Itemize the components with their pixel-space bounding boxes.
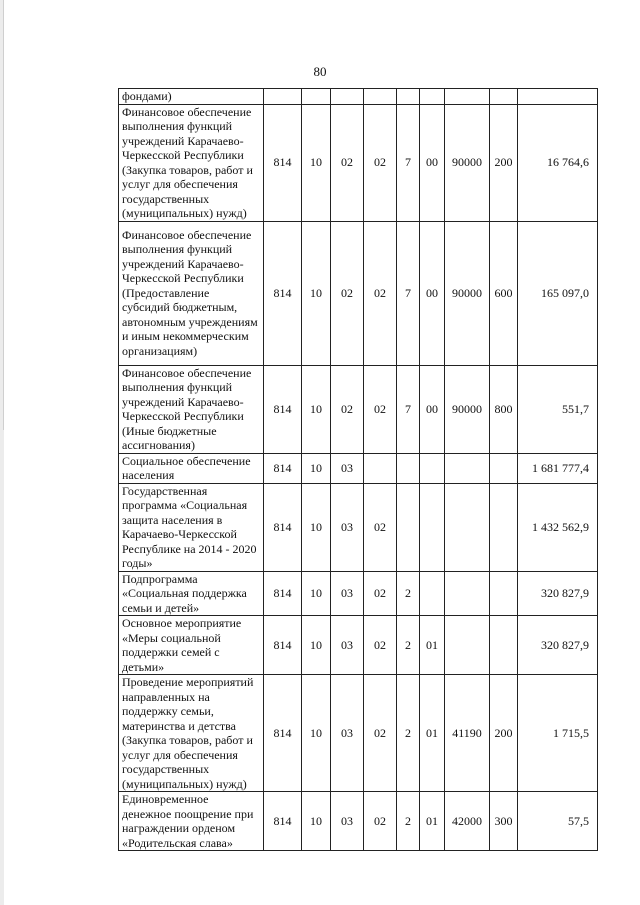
cell-target-subprogram (397, 453, 420, 483)
table-row (119, 365, 598, 453)
cell-subsection: 03 (331, 483, 364, 571)
table-row (119, 792, 598, 851)
cell-target-program: 02 (364, 221, 397, 365)
cell-name: Проведение мероприятий направленных на поддержку семьи, материнства и детства (Закупка товаров, работ и услуг для обеспечения государственных (муниципальных) нужд) (119, 675, 264, 792)
cell-empty (364, 89, 397, 105)
cell-target-activity (420, 571, 445, 616)
table-row (119, 571, 598, 616)
cell-target-direction: 41190 (445, 675, 490, 792)
cell-subsection: 03 (331, 792, 364, 851)
cell-ved: 814 (264, 221, 302, 365)
cell-target-program: 02 (364, 104, 397, 221)
cell-empty (302, 89, 331, 105)
cell-subsection: 03 (331, 675, 364, 792)
cell-target-activity: 01 (420, 675, 445, 792)
cell-ved: 814 (264, 104, 302, 221)
cell-subsection: 03 (331, 453, 364, 483)
cell-target-program: 02 (364, 483, 397, 571)
cell-expense-type: 200 (490, 675, 518, 792)
cell-amount: 320 827,9 (518, 571, 598, 616)
cell-section: 10 (302, 453, 331, 483)
cell-section: 10 (302, 792, 331, 851)
cell-ved: 814 (264, 616, 302, 675)
cell-ved: 814 (264, 792, 302, 851)
cell-target-activity: 01 (420, 792, 445, 851)
cell-target-activity: 01 (420, 616, 445, 675)
cell-empty (445, 89, 490, 105)
table-body (119, 89, 598, 851)
cell-target-direction: 90000 (445, 104, 490, 221)
cell-subsection: 02 (331, 104, 364, 221)
table-row (119, 453, 598, 483)
cell-name: Подпрограмма «Социальная поддержка семьи и детей» (119, 571, 264, 616)
cell-amount: 165 097,0 (518, 221, 598, 365)
cell-amount: 1 681 777,4 (518, 453, 598, 483)
cell-target-subprogram: 2 (397, 616, 420, 675)
cell-subsection: 03 (331, 616, 364, 675)
cell-expense-type: 200 (490, 104, 518, 221)
cell-name: Финансовое обеспечение выполнения функций учреждений Карачаево-Черкесской Республики (Предоставление субсидий бюджетным, автономным учреждениям и иным некоммерческим организациям) (119, 221, 264, 365)
budget-table (118, 88, 598, 851)
cell-target-direction (445, 483, 490, 571)
cell-target-program: 02 (364, 365, 397, 453)
cell-empty (490, 89, 518, 105)
cell-amount: 16 764,6 (518, 104, 598, 221)
cell-target-program: 02 (364, 675, 397, 792)
table-row (119, 221, 598, 365)
cell-target-activity: 00 (420, 221, 445, 365)
cell-expense-type (490, 616, 518, 675)
cell-target-activity: 00 (420, 365, 445, 453)
cell-target-program (364, 453, 397, 483)
cell-amount: 57,5 (518, 792, 598, 851)
cell-target-direction: 90000 (445, 221, 490, 365)
table-row (119, 675, 598, 792)
cell-ved: 814 (264, 365, 302, 453)
cell-expense-type (490, 453, 518, 483)
cell-empty (264, 89, 302, 105)
cell-name: Государственная программа «Социальная защита населения в Карачаево-Черкесской Республике на 2014 - 2020 годы» (119, 483, 264, 571)
table-row (119, 616, 598, 675)
cell-section: 10 (302, 221, 331, 365)
cell-target-program: 02 (364, 571, 397, 616)
cell-subsection: 03 (331, 571, 364, 616)
cell-expense-type (490, 483, 518, 571)
cell-empty (331, 89, 364, 105)
cell-target-subprogram: 7 (397, 365, 420, 453)
cell-expense-type: 800 (490, 365, 518, 453)
cell-subsection: 02 (331, 221, 364, 365)
cell-target-subprogram: 7 (397, 104, 420, 221)
cell-target-activity (420, 453, 445, 483)
cell-expense-type (490, 571, 518, 616)
cell-target-subprogram: 2 (397, 675, 420, 792)
cell-amount: 551,7 (518, 365, 598, 453)
table-row (119, 483, 598, 571)
cell-empty (397, 89, 420, 105)
cell-amount: 1 715,5 (518, 675, 598, 792)
cell-ved: 814 (264, 483, 302, 571)
cell-ved: 814 (264, 453, 302, 483)
cell-section: 10 (302, 483, 331, 571)
cell-target-direction (445, 453, 490, 483)
cell-section: 10 (302, 365, 331, 453)
cell-target-direction: 90000 (445, 365, 490, 453)
cell-name: фондами) (119, 89, 264, 105)
cell-target-subprogram (397, 483, 420, 571)
cell-section: 10 (302, 104, 331, 221)
cell-ved: 814 (264, 571, 302, 616)
cell-target-program: 02 (364, 616, 397, 675)
cell-amount: 320 827,9 (518, 616, 598, 675)
cell-target-direction: 42000 (445, 792, 490, 851)
cell-section: 10 (302, 571, 331, 616)
cell-name: Единовременное денежное поощрение при награждении орденом «Родительская слава» (119, 792, 264, 851)
cell-subsection: 02 (331, 365, 364, 453)
cell-target-subprogram: 2 (397, 571, 420, 616)
table-row-continued (119, 89, 598, 105)
cell-expense-type: 600 (490, 221, 518, 365)
cell-target-direction (445, 616, 490, 675)
cell-empty (420, 89, 445, 105)
cell-expense-type: 300 (490, 792, 518, 851)
cell-target-direction (445, 571, 490, 616)
cell-target-activity (420, 483, 445, 571)
cell-section: 10 (302, 675, 331, 792)
cell-empty (518, 89, 598, 105)
table-row (119, 104, 598, 221)
cell-name: Основное мероприятие «Меры социальной поддержки семей с детьми» (119, 616, 264, 675)
cell-target-subprogram: 7 (397, 221, 420, 365)
cell-name: Финансовое обеспечение выполнения функций учреждений Карачаево-Черкесской Республики (Иные бюджетные ассигнования) (119, 365, 264, 453)
cell-ved: 814 (264, 675, 302, 792)
cell-target-program: 02 (364, 792, 397, 851)
cell-target-subprogram: 2 (397, 792, 420, 851)
cell-section: 10 (302, 616, 331, 675)
page-number: 80 (313, 64, 327, 79)
cell-target-activity: 00 (420, 104, 445, 221)
cell-name: Финансовое обеспечение выполнения функций учреждений Карачаево-Черкесской Республики (Закупка товаров, работ и услуг для обеспечения государственных (муниципальных) нужд) (119, 104, 264, 221)
cell-name: Социальное обеспечение населения (119, 453, 264, 483)
cell-amount: 1 432 562,9 (518, 483, 598, 571)
